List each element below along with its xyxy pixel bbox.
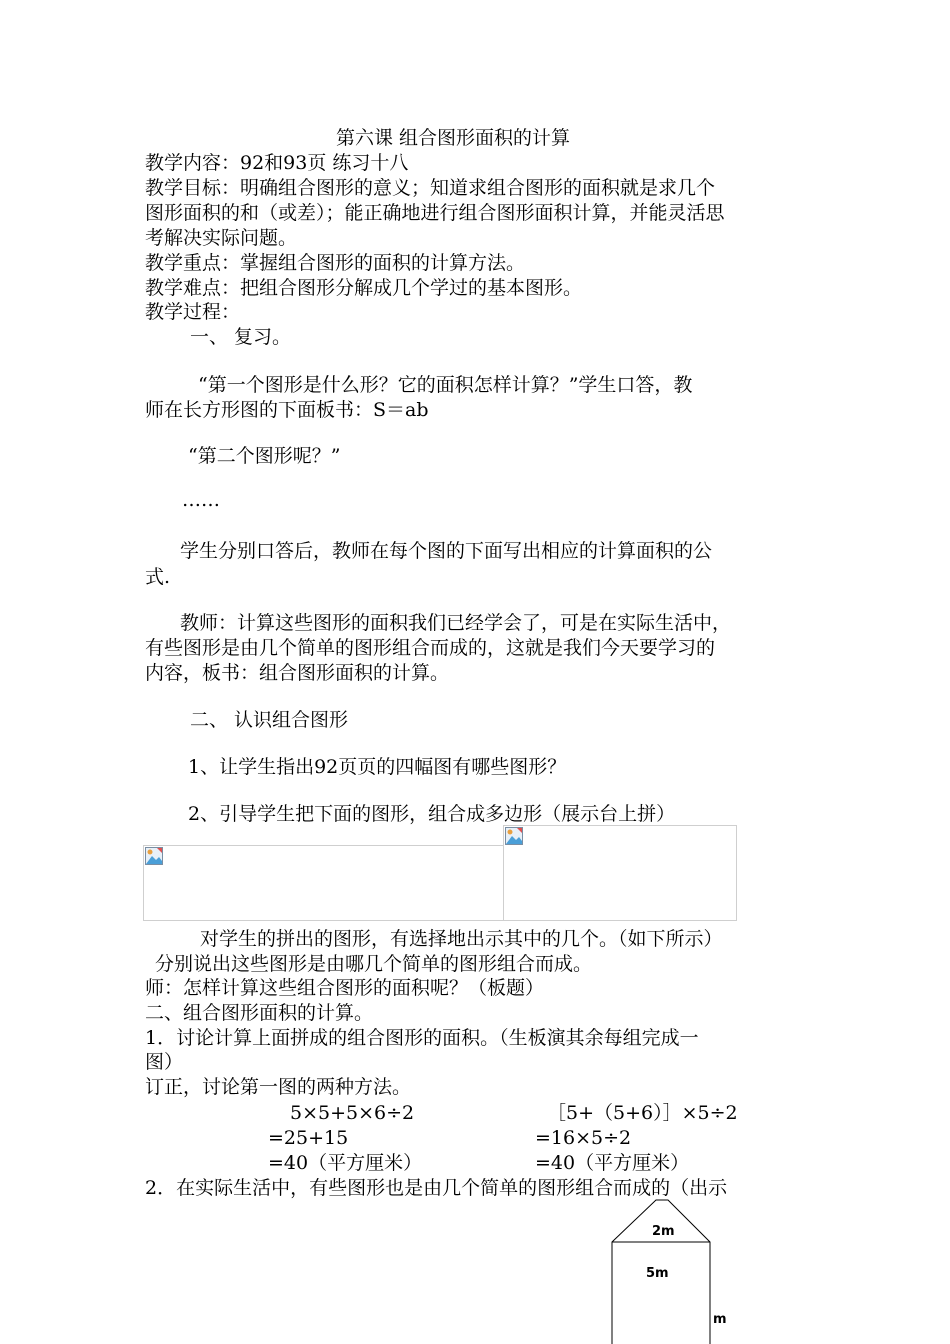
teacher-c: 内容，板书：组合图形面积的计算。	[145, 662, 450, 684]
show-line: 对学生的拼出的图形，有选择地出示其中的几个。（如下所示）	[200, 928, 723, 950]
calc1-b: 图）	[145, 1051, 184, 1073]
difficulty: 教学难点：把组合图形分解成几个学过的基本图形。	[145, 277, 583, 299]
method2-step1: ［5+（5+6）］×5÷2	[547, 1102, 738, 1124]
correct-line: 订正，讨论第一图的两种方法。	[145, 1076, 412, 1098]
label-top-width: 2m	[652, 1224, 675, 1239]
process: 教学过程：	[145, 301, 241, 323]
goal-line-3: 考解决实际问题。	[145, 227, 298, 249]
method2-step3: =40（平方厘米）	[535, 1152, 690, 1174]
broken-image-icon	[145, 847, 163, 865]
item-2: 2、引导学生把下面的图形，组合成多边形（展示台上拼）	[188, 803, 676, 825]
teacher-a: 教师：计算这些图形的面积我们已经学会了，可是在实际生活中，	[180, 612, 732, 634]
ask-line: 师：怎样计算这些组合图形的面积呢？（板题）	[145, 977, 545, 999]
method1-step2: =25+15	[268, 1127, 349, 1149]
explain-line: 分别说出这些图形是由哪几个简单的图形组合而成。	[155, 953, 593, 975]
calc1-a: 1．讨论计算上面拼成的组合图形的面积。（生板演其余每组完成一	[145, 1027, 699, 1049]
calc2-line: 2．在实际生活中，有些图形也是由几个简单的图形组合而成的（出示	[145, 1177, 728, 1199]
page-title: 第六课 组合图形面积的计算	[336, 127, 571, 149]
image-placeholder-left	[143, 845, 505, 921]
goal-line-1: 教学目标：明确组合图形的意义；知道求组合图形的面积就是求几个	[145, 177, 716, 199]
question-1a: “第一个图形是什么形？它的面积怎样计算？”学生口答，教	[198, 374, 693, 396]
method1-step1: 5×5+5×6÷2	[290, 1102, 415, 1124]
content-line: 教学内容：92和93页 练习十八	[145, 152, 409, 174]
question-1b: 师在长方形图的下面板书：S＝ab	[145, 399, 429, 421]
question-2: “第二个图形呢？”	[188, 445, 341, 467]
image-placeholder-right	[503, 825, 737, 921]
section-recognize: 二、 认识组合图形	[190, 709, 349, 731]
method2-step2: =16×5÷2	[535, 1127, 632, 1149]
answer-a: 学生分别口答后，教师在每个图的下面写出相应的计算面积的公	[180, 540, 713, 562]
label-body-width: 5m	[646, 1266, 669, 1281]
item-1: 1、让学生指出92页页的四幅图有哪些图形？	[188, 756, 567, 778]
goal-line-2: 图形面积的和（或差）；能正确地进行组合图形面积计算，并能灵活思	[145, 202, 725, 224]
section-review: 一、 复习。	[190, 326, 292, 348]
ellipsis: ……	[182, 489, 220, 511]
key-point: 教学重点：掌握组合图形的面积的计算方法。	[145, 252, 526, 274]
section-calc: 二、组合图形面积的计算。	[145, 1002, 374, 1024]
broken-image-icon	[505, 827, 523, 845]
answer-b: 式.	[145, 566, 171, 588]
teacher-b: 有些图形是由几个简单的图形组合而成的，这就是我们今天要学习的	[145, 637, 716, 659]
label-side: m	[713, 1312, 727, 1327]
method1-step3: =40（平方厘米）	[268, 1152, 423, 1174]
